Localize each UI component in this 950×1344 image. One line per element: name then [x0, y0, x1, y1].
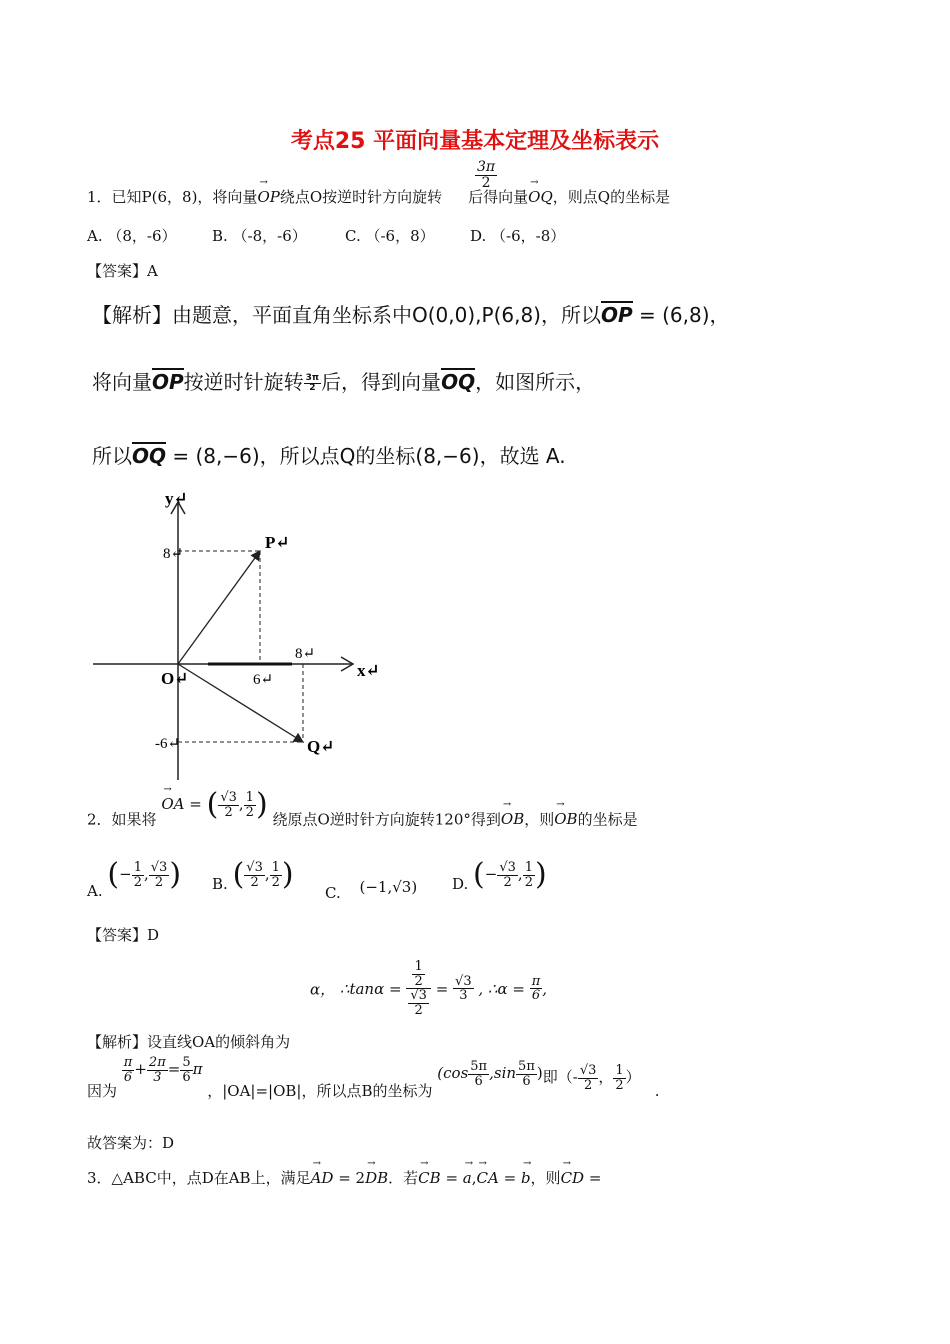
vector-rotation-figure: [85, 480, 385, 785]
q1-explanation-line3: 所以OQ = (8,−6)，所以点Q的坐标(8,−6)，故选 A.: [92, 444, 566, 468]
q2-explanation-label: 【解析】设直线OA的倾斜角为: [87, 1033, 291, 1051]
q1-option-d: D. （-6，-8）: [470, 227, 566, 245]
q1-explanation-line1: 【解析】由题意，平面直角坐标系中O(0,0),P(6,8)，所以OP = (6,8)，: [92, 303, 730, 327]
q2-tan-formula: α， ∴tanα = $\frac{\frac{1}{2}}{\frac{√3}{2}}$ = $\frac{√3}{3}$ , ∴α = $\frac{\pi}{6}$ ,: [310, 959, 548, 1018]
q2-answer: 【答案】D: [87, 926, 160, 944]
q1-option-c: C. （-6，8）: [345, 227, 435, 245]
q2-explanation-coords: 因为 $\frac{\pi}{6}$ + $\frac{2\pi}{3}$ = $\frac{5}{6}$ π ，|OA|=|OB|，所以点B的坐标为 (cos $\frac{5\pi}{6}$ ,sin $\frac{5\pi}{6}$ )即（- $\frac{√3}{2}$ ， $\frac{1}{2}$ ）.: [87, 1055, 660, 1101]
origin-label: O↵: [161, 669, 189, 688]
q2-option-b: B. ( $\frac{√3}{2}$ , $\frac{1}{2}$ ): [212, 857, 294, 893]
x-axis-label: x↵: [357, 661, 380, 680]
q2-final-answer: 故答案为：D: [87, 1134, 175, 1152]
q2-stem: 2．如果将 → OA = ( $\frac{√3}{2}$ , $\frac{1}{2}$ ) 绕原点O逆时针方向旋转120°得到→ OB，则→ OB的坐标是: [87, 804, 638, 834]
vector-oq-arrow: [178, 664, 303, 742]
q2-option-d: D. (− $\frac{√3}{2}$ , $\frac{1}{2}$ ): [452, 857, 547, 893]
point-q-label: Q↵: [307, 737, 335, 756]
tick-8-x: 8↵: [295, 646, 316, 662]
q3-stem: 3．△ABC中，点D在AB上，满足→ AD = 2→ DB．若→ CB = → a,→ CA = → b，则→ CD =: [87, 1167, 601, 1188]
q1-option-a: A. （8，-6）: [87, 227, 177, 245]
q1-stem: 1．已知P(6，8)，将向量→ OP绕点O按逆时针方向旋转 后得向量→ OQ，则点Q的坐标是: [87, 186, 670, 207]
tick-8-y: 8↵: [163, 546, 184, 562]
y-axis-label: y↵: [165, 489, 188, 508]
q1-answer: 【答案】A: [87, 262, 158, 280]
q2-option-a: A. (− $\frac{1}{2}$ , $\frac{√3}{2}$ ): [87, 857, 182, 900]
vector-op-arrow: [178, 551, 260, 664]
q1-explanation-line2: 将向量OP按逆时针旋转 $\frac{3\pi}{2}$ 后，得到向量OQ，如图所示，: [92, 370, 596, 394]
tick-neg6-y: -6↵: [155, 736, 181, 752]
q1-angle-fraction: $\frac{3\pi}{2}$: [477, 159, 496, 191]
q1-option-b: B. （-8，-6）: [212, 227, 307, 245]
tick-6-x: 6↵: [253, 672, 274, 688]
vector-op: → OP: [257, 188, 279, 206]
vector-oq: → OQ: [528, 188, 553, 206]
q2-option-c: C. (−1,√3): [325, 878, 418, 902]
point-p-label: P↵: [265, 533, 290, 552]
page-title: 考点25 平面向量基本定理及坐标表示: [290, 129, 660, 154]
